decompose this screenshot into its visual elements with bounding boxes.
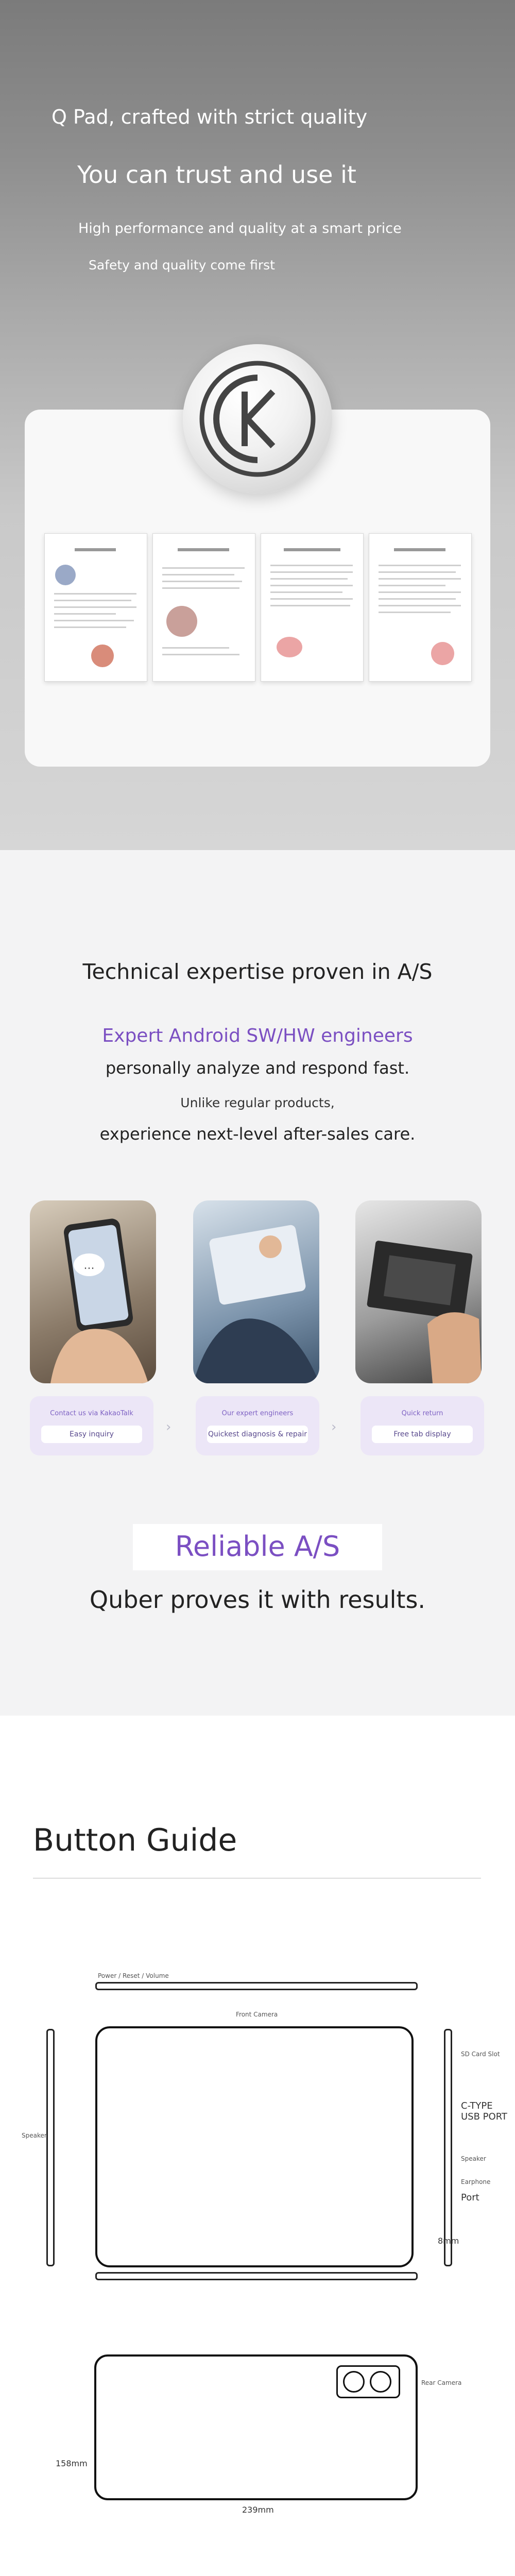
as-line-1: personally analyze and respond fast. <box>105 1058 410 1078</box>
device-front-view <box>95 2026 414 2267</box>
certificate-doc <box>44 533 147 682</box>
quality-line-1: Q Pad, crafted with strict quality <box>52 106 368 128</box>
label-power-volume: Power / Reset / Volume <box>98 1972 169 1979</box>
as-line-2: Unlike regular products, <box>180 1095 335 1110</box>
photo-phone-chat <box>30 1200 156 1383</box>
as-step-contact <box>30 1396 153 1455</box>
label-speaker-right: Speaker <box>461 2155 486 2162</box>
label-thickness: 8mm <box>438 2236 459 2246</box>
quality-line-3: High performance and quality at a smart price <box>78 221 402 236</box>
label-earphone: Earphone <box>461 2178 491 2185</box>
quality-line-4: Safety and quality come first <box>89 258 275 273</box>
as-step-inner: Quickest diagnosis & repair <box>207 1426 308 1443</box>
as-title: Technical expertise proven in A/S <box>82 959 433 984</box>
label-front-camera: Front Camera <box>236 2011 278 2018</box>
quality-line-2: You can trust and use it <box>77 161 356 189</box>
guide-title: Button Guide <box>33 1822 237 1858</box>
kc-mark-badge <box>183 344 332 494</box>
as-step-small: Our expert engineers <box>221 1410 294 1417</box>
as-step-inner: Free tab display <box>372 1426 473 1443</box>
label-port: Port <box>461 2192 479 2203</box>
kc-mark-icon <box>183 344 332 494</box>
svg-text:...: ... <box>83 1259 95 1272</box>
device-left-edge <box>46 2029 55 2266</box>
label-ctype-1: C-TYPE <box>461 2100 493 2111</box>
reliable-badge <box>133 1524 382 1570</box>
chevron-right-icon: › <box>166 1419 171 1435</box>
chevron-right-icon: › <box>331 1419 337 1435</box>
certificate-doc <box>152 533 255 682</box>
as-line-3: experience next-level after-sales care. <box>99 1124 416 1144</box>
label-height: 158mm <box>56 2459 88 2468</box>
device-top-edge <box>95 1982 418 1990</box>
as-highlight: Expert Android SW/HW engineers <box>102 1025 413 1046</box>
photo-engineer-tablet <box>193 1200 319 1383</box>
as-step-return <box>360 1396 484 1455</box>
as-step-engineer <box>196 1396 319 1455</box>
device-right-edge <box>444 2029 452 2266</box>
certificate-doc <box>369 533 472 682</box>
label-ctype-2: USB PORT <box>461 2111 507 2122</box>
rear-camera-module <box>336 2365 400 2398</box>
certificate-doc <box>261 533 364 682</box>
as-proves: Quber proves it with results. <box>89 1586 426 1614</box>
label-speaker-left: Speaker <box>22 2132 47 2139</box>
as-step-inner: Easy inquiry <box>41 1426 142 1443</box>
label-width: 239mm <box>242 2505 274 2515</box>
reliable-text: Reliable A/S <box>175 1530 340 1563</box>
device-bottom-edge <box>95 2272 418 2280</box>
label-rear-camera: Rear Camera <box>421 2379 462 2386</box>
as-step-small: Contact us via KakaoTalk <box>50 1410 133 1417</box>
label-sd-card: SD Card Slot <box>461 2050 500 2058</box>
as-step-small: Quick return <box>401 1410 443 1417</box>
photo-device-repair <box>355 1200 482 1383</box>
